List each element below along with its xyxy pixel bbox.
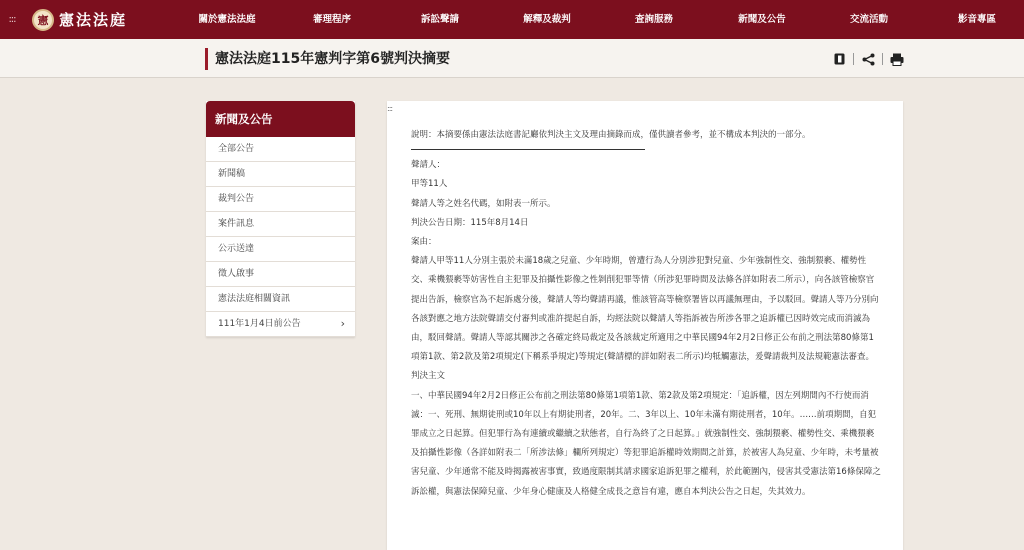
- petitioner-note: 聲請人等之姓名代碼，如附表一所示。: [411, 198, 556, 209]
- site-logo[interactable]: [32, 0, 127, 39]
- sidebar-item-judgment-notices[interactable]: [206, 187, 355, 212]
- nav-item-media[interactable]: 影音專區: [957, 14, 997, 25]
- nav-item-judgments[interactable]: 解釋及裁判: [523, 14, 571, 25]
- page-title: 憲法法庭115年憲判字第6號判決摘要: [215, 51, 450, 67]
- title-accent: [205, 48, 208, 70]
- print-icon[interactable]: [888, 51, 906, 67]
- sidebar-item-recruit[interactable]: [206, 262, 355, 287]
- share-icon[interactable]: [859, 51, 877, 67]
- sidebar-item-label: 公示送達: [218, 244, 255, 254]
- petitioner-value: 甲等11人: [411, 179, 448, 190]
- tool-separator: [853, 53, 854, 65]
- top-navigation-bar: [0, 0, 1024, 39]
- sidebar-item-label: 徵人啟事: [218, 269, 255, 279]
- sidebar-item-label: 全部公告: [218, 144, 255, 154]
- article-note: 說明：本摘要係由憲法法庭書記廳依判決主文及理由摘錄而成，僅供讀者參考，並不構成本判決的一部分。: [411, 130, 811, 140]
- case-text: 聲請人甲等11人分別主張於未滿18歲之兒童、少年時期，曾遭行為人分別涉犯對兒童、少年強制性交、強制猥褻、權勢性交、乘機猥褻等妨害性自主犯罪及拍攝性影像之性剝削犯罪等情（所涉犯罪時間及法條各詳如附表二所示），向各該管檢察官提出告訴，檢察官為不起訴處分後，聲請人等均聲請再議，惟該管高等檢察署皆以再議無理由，予以駁回。聲請人等乃分別向各該對應之地方法院聲請交付審判或准許提起自訴，均經法院以聲請人等指訴被告所涉各罪之追訴權已因時效完成而消滅為由，駁回聲請。聲請人等認其關涉之各確定終局裁定及各該裁定所適用之中華民國94年2月2日修正公布前之刑法第80條第1項第1款、第2款及第2項規定(下稱系爭規定)等規定(聲請標的詳如附表二所示)均牴觸憲法，爰聲請裁判及法規範憲法審查。: [411, 256, 879, 363]
- page-tools: [830, 51, 906, 67]
- divider: [411, 149, 645, 150]
- main-nav: [170, 0, 1024, 39]
- chevron-right-icon: ›: [340, 317, 345, 330]
- sidebar-heading: 新聞及公告: [206, 101, 355, 137]
- nav-item-procedure[interactable]: 審理程序: [312, 14, 352, 25]
- nav-item-query[interactable]: 查詢服務: [634, 14, 674, 25]
- nav-item-news[interactable]: 新聞及公告: [738, 14, 786, 25]
- sidebar-item-label: 111年1月4日前公告: [218, 319, 301, 329]
- accessibility-dots-icon[interactable]: :::: [387, 104, 393, 113]
- sidebar-item-case-info[interactable]: [206, 212, 355, 237]
- petitioner-label: 聲請人：: [411, 160, 446, 171]
- logo-text: 憲法法庭: [59, 11, 128, 29]
- announce-date: 判決公告日期：115年8月14日: [411, 217, 529, 228]
- sidebar-item-label: 憲法法庭相關資訊: [218, 294, 291, 304]
- judgment-text: 一、中華民國94年2月2日修正公布前之刑法第80條第1項第1款、第2款及第2項規定：「追訴權，因左列期間內不行使而消滅：一、死刑、無期徒刑或10年以上有期徒刑者，20年。二、3年以上、10年未滿有期徒刑者，10年。……前項期間，自犯罪成立之日起算。但犯罪行為有連續或繼續之狀態者，自行為終了之日起算。」就強制性交、強制猥褻、權勢性交、乘機猥褻及拍攝性影像（各詳如附表二「所涉法條」欄所列規定）等犯罪追訴權時效期間之計算，於被害人為兒童、少年時，未考量被害兒童、少年通常不能及時揭露被害事實，致過度限制其請求國家追訴犯罪之權利，於此範圍內，侵害其受憲法第16條保障之訴訟權，與憲法保障兒童、少年身心健康及人格健全成長之意旨有違，應自本判決公告之日起，失其效力。: [411, 390, 881, 497]
- sidebar-item-all[interactable]: [206, 137, 355, 162]
- nav-item-exchange[interactable]: 交流活動: [849, 14, 889, 25]
- sidebar-menu: [206, 101, 355, 337]
- sidebar-item-related-info[interactable]: [206, 287, 355, 312]
- case-label: 案由：: [411, 237, 437, 248]
- sidebar-item-label: 新聞稿: [218, 169, 246, 179]
- bookmark-icon[interactable]: [830, 51, 848, 67]
- nav-item-petition[interactable]: 訴訟聲請: [420, 14, 460, 25]
- sidebar-item-archive[interactable]: [206, 312, 355, 337]
- tool-separator: [882, 53, 883, 65]
- article-panel: [387, 101, 903, 550]
- sidebar-item-label: 案件訊息: [218, 219, 255, 229]
- emblem-icon: 憲: [32, 9, 54, 31]
- sidebar-item-service[interactable]: [206, 237, 355, 262]
- article-body: [411, 126, 881, 502]
- nav-item-about[interactable]: 關於憲法法庭: [198, 14, 256, 25]
- judgment-label: 判決主文: [411, 371, 446, 382]
- accessibility-dots-icon[interactable]: :::: [8, 14, 16, 25]
- sidebar-item-label: 裁判公告: [218, 194, 255, 204]
- sidebar-item-press[interactable]: [206, 162, 355, 187]
